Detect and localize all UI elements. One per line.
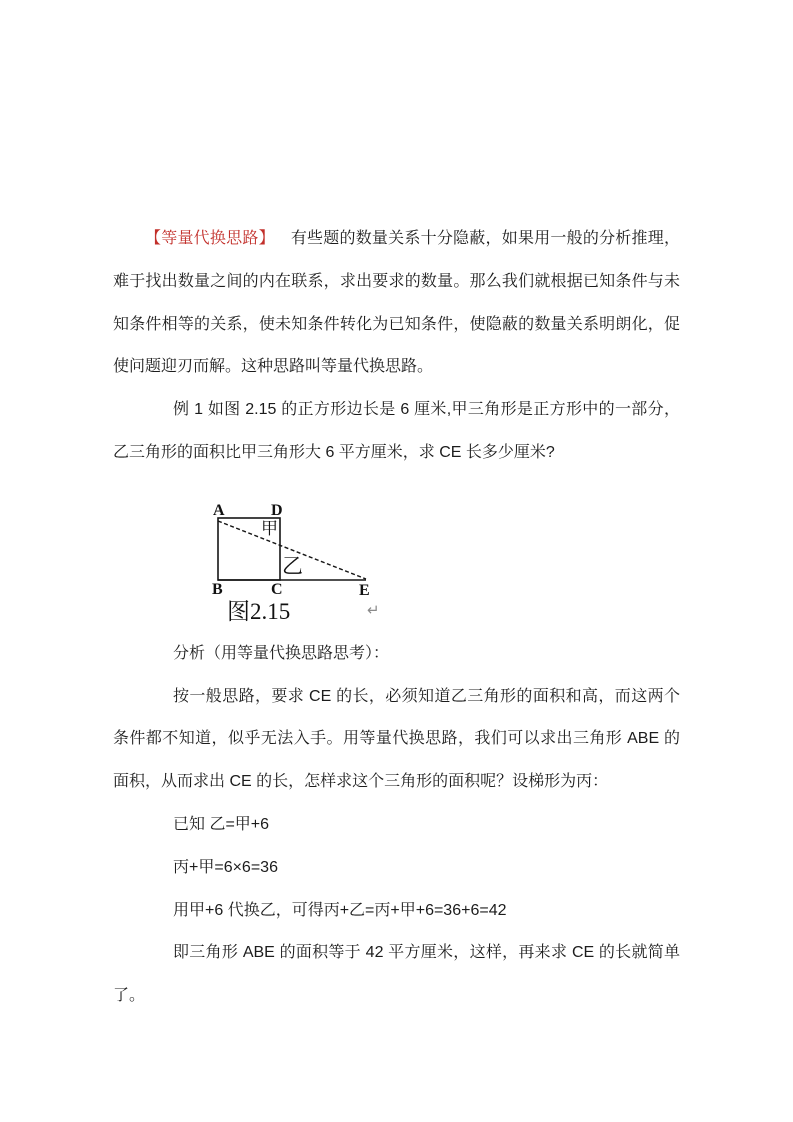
text-line: 分析（用等量代换思路思考）： xyxy=(173,644,390,662)
text-line: 条件都不知道，似乎无法入手。用等量代换思路，我们可以求出三角形 ABE 的 xyxy=(113,730,680,748)
triangle-yi-label: 乙 xyxy=(282,553,303,578)
text-line: 面积，从而求出 CE 的长，怎样求这个三角形的面积呢？设梯形为丙： xyxy=(113,773,609,791)
vertex-label-a: A xyxy=(213,501,225,519)
text-line: 乙三角形的面积比甲三角形大 6 平方厘米，求 CE 长多少厘米? xyxy=(113,443,555,461)
section-heading: 【等量代换思路】 xyxy=(145,230,275,247)
text-line: 难于找出数量之间的内在联系，求出要求的数量。那么我们就根据已知条件与未 xyxy=(113,272,680,290)
formula-line: 已知 乙=甲+6 xyxy=(173,815,270,833)
geometry-figure xyxy=(211,488,680,628)
text-line: 了。 xyxy=(113,987,146,1005)
text-line: 知条件相等的关系，使未知条件转化为已知条件，使隐蔽的数量关系明朗化，促 xyxy=(113,315,680,333)
vertex-label-d: D xyxy=(271,501,283,519)
text-line: 按一般思路，要求 CE 的长，必须知道乙三角形的面积和高，而这两个 xyxy=(173,687,680,705)
figure-caption: 图2.15 xyxy=(227,598,291,624)
vertex-label-e: E xyxy=(359,581,370,599)
text-line: 使问题迎刃而解。这种思路叫等量代换思路。 xyxy=(113,358,434,376)
text-line: 例 1 如图 2.15 的正方形边长是 6 厘米,甲三角形是正方形中的一部分， xyxy=(173,401,680,419)
vertex-label-b: B xyxy=(212,580,223,598)
text-line xyxy=(113,218,680,261)
vertex-label-c: C xyxy=(271,580,283,598)
figure-2-15-svg xyxy=(211,488,391,628)
paragraph-return-icon: ↵ xyxy=(367,600,380,619)
document-body xyxy=(113,218,680,1018)
triangle-jia-label: 甲 xyxy=(261,518,278,538)
formula-line: 丙+甲=6×6=36 xyxy=(173,858,278,876)
intro-text: 有些题的数量关系十分隐蔽，如果用一般的分析推理， xyxy=(290,230,680,247)
text-line: 即三角形 ABE 的面积等于 42 平方厘米，这样，再来求 CE 的长就简单 xyxy=(173,944,680,962)
formula-line: 用甲+6 代换乙，可得丙+乙=丙+甲+6=36+6=42 xyxy=(173,901,507,919)
